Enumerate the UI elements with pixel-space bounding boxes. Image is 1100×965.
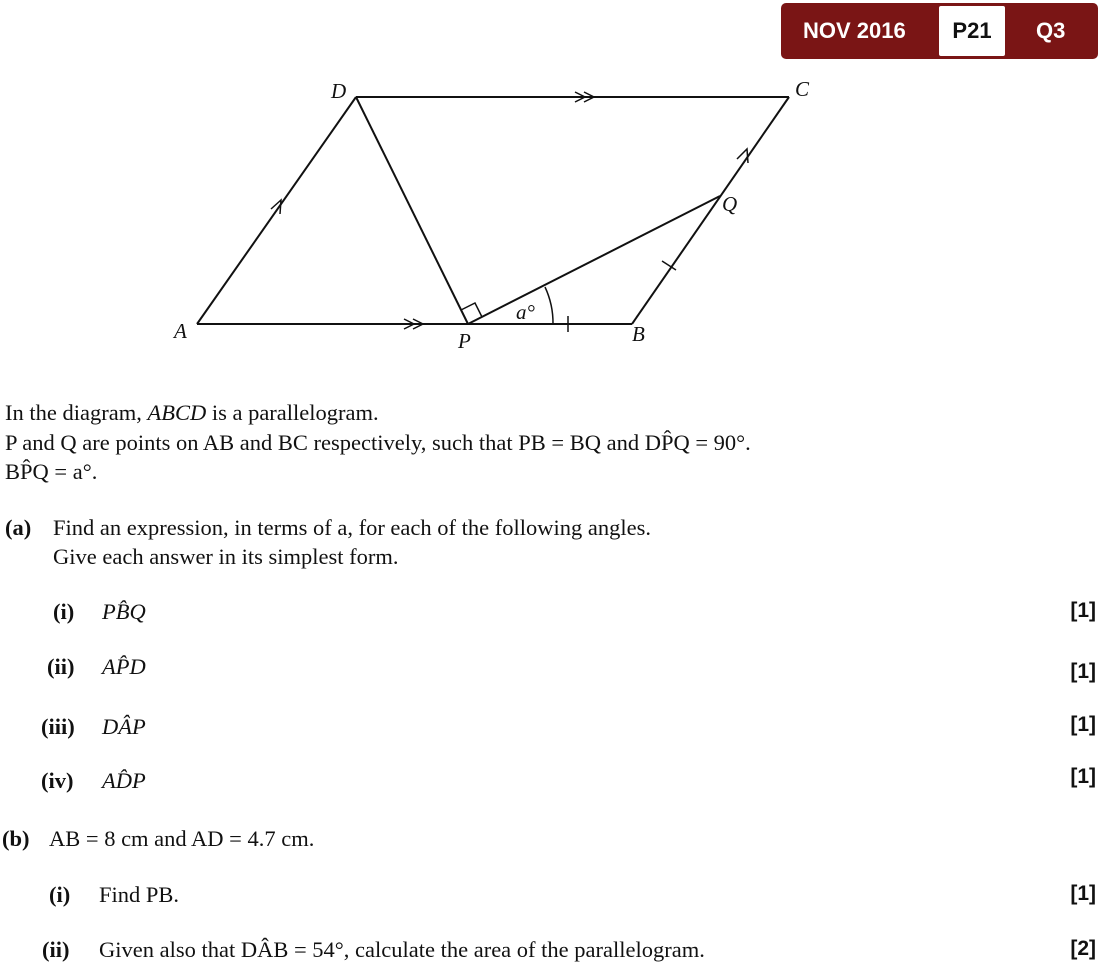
part-b-i-text: Find PB. [99,882,180,907]
part-a-iii-marks: [1] [1070,713,1096,736]
label-a: A [174,319,187,343]
part-b-i-label: (i) [49,882,71,907]
part-a-ii-label: (ii) [47,654,75,679]
part-a-i-angle: PB̂Q [102,599,146,624]
part-a-iv-angle: AD̂P [102,768,146,793]
part-a-iv-marks: [1] [1070,765,1096,788]
part-b-ii-text: Given also that DÂB = 54°, calculate the area of the parallelogram. [99,937,705,962]
part-b-ii-label: (ii) [42,937,70,962]
side-bc [632,97,789,324]
angle-arc [545,287,553,324]
part-a-ii-marks: [1] [1070,660,1096,683]
part-a-label: (a) [5,515,32,540]
part-a-iv-label: (iv) [41,768,74,793]
paper-label: P21 [939,6,1005,56]
part-b-label: (b) [2,826,30,851]
part-b-i-marks: [1] [1070,882,1096,905]
part-a-iii-label: (iii) [41,714,75,739]
question-number: Q3 [1036,18,1066,43]
parallel-arrow-bc [737,149,748,163]
label-p: P [458,329,471,353]
segment-pq [468,196,720,324]
label-c: C [795,77,810,101]
intro-line-2: P and Q are points on AB and BC respectively, such that PB = BQ and DP̂Q = 90°. [5,430,751,455]
intro-line-3: BP̂Q = a°. [5,459,98,484]
part-a-ii-angle: AP̂D [102,654,146,679]
angle-label-a: a° [516,300,535,324]
intro-line-1: In the diagram, ABCD is a parallelogram. [5,400,379,425]
part-a-line-1: Find an expression, in terms of a, for each of the following angles. [53,515,651,540]
segment-dp [356,97,468,324]
side-da [197,97,356,324]
part-a-i-label: (i) [53,599,75,624]
part-a-line-2: Give each answer in its simplest form. [53,544,399,569]
session-label: NOV 2016 [803,18,906,43]
part-b-ii-marks: [2] [1070,937,1096,960]
label-q: Q [722,192,738,216]
part-a-i-marks: [1] [1070,599,1096,622]
part-a-iii-angle: DÂP [102,714,146,739]
label-b: B [632,322,645,346]
parallelogram-diagram [0,60,900,360]
question-badge [781,3,1098,59]
label-d: D [331,79,347,103]
part-b-statement: AB = 8 cm and AD = 4.7 cm. [49,826,315,851]
